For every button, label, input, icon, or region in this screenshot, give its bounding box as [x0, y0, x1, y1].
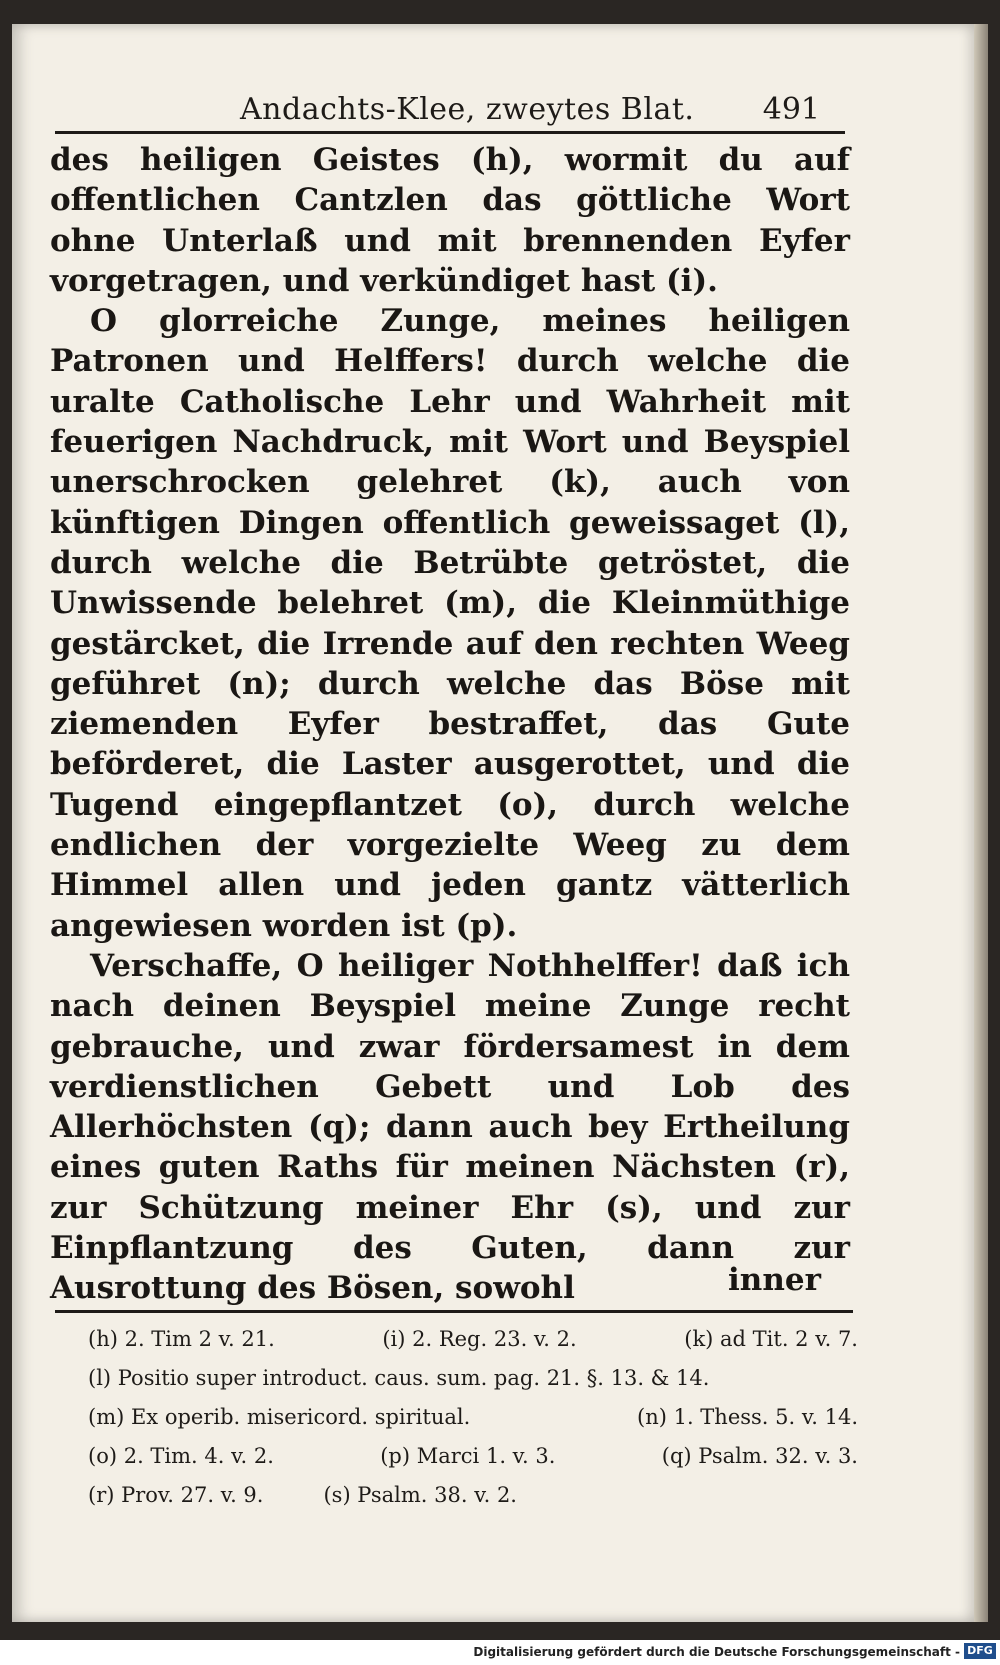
footnote-line: [88, 1437, 858, 1476]
funding-credit: Digitalisierung gefördert durch die Deutsche Forschungsgemeinschaft -: [473, 1645, 960, 1659]
paragraph: des heiligen Geistes (h), wormit du auf offentlichen Cantzlen das göttliche Wort ohne Unterlaß und mit brennenden Eyfer vorgetragen, und verkündiget hast (i).: [50, 142, 850, 299]
credit-bar: [0, 1640, 1000, 1665]
catchword: inner: [728, 1262, 821, 1298]
footnotes: [88, 1320, 858, 1515]
footnote-s: (s) Psalm. 38. v. 2.: [323, 1483, 517, 1507]
paragraph: Verschaffe, O heiliger Nothhelffer! daß ich nach deinen Beyspiel meine Zunge recht gebrauche, und zwar fördersamest in dem verdienstlichen Gebett und Lob des Allerhöchsten (q); dann auch bey Ertheilung eines guten Raths für meinen Nächsten (r), zur Schützung meiner Ehr (s), und zur Einpflantzung des Guten, dann zur Ausrottung des Bösen, sowohl: [50, 947, 850, 1307]
footnote-r: (r) Prov. 27. v. 9.: [88, 1483, 264, 1507]
footnote-i: (i) 2. Reg. 23. v. 2.: [382, 1327, 577, 1351]
footnote-h: (h) 2. Tim 2 v. 21.: [88, 1327, 275, 1351]
running-title: Andachts-Klee, zweytes Blat.: [240, 92, 695, 127]
dfg-logo: DFG: [964, 1643, 996, 1659]
footnote-line: [88, 1320, 858, 1359]
page-number: 491: [762, 92, 820, 127]
footnote-q: (q) Psalm. 32. v. 3.: [661, 1444, 858, 1468]
footnote-line: [88, 1398, 858, 1437]
header-rule: [55, 131, 845, 134]
footnote-m: (m) Ex operib. misericord. spiritual.: [88, 1405, 471, 1429]
footnote-l: (l) Positio super introduct. caus. sum. pag. 21. §. 13. & 14.: [88, 1366, 710, 1390]
footnote-o: (o) 2. Tim. 4. v. 2.: [88, 1444, 274, 1468]
footnote-n: (n) 1. Thess. 5. v. 14.: [637, 1405, 858, 1429]
paragraph: O glorreiche Zunge, meines heiligen Patronen und Helffers! durch welche die uralte Catholische Lehr und Wahrheit mit feuerigen Nachdruck, mit Wort und Beyspiel unerschrocken gelehret (k), auch von künftigen Dingen offentlich geweissaget (l), durch welche die Betrübte getröstet, die Unwissende belehret (m), die Kleinmüthige gestärcket, die Irrende auf den rechten Weeg geführet (n); durch welche das Böse mit ziemenden Eyfer bestraffet, das Gute beförderet, die Laster ausgerottet, und die Tugend eingepflantzet (o), durch welche endlichen der vorgezielte Weeg zu dem Himmel allen und jeden gantz vätterlich angewiesen worden ist (p).: [50, 303, 850, 944]
footnote-k: (k) ad Tit. 2 v. 7.: [684, 1327, 858, 1351]
page-edge: [974, 24, 988, 1622]
footnote-p: (p) Marci 1. v. 3.: [380, 1444, 556, 1468]
page-header: [90, 78, 850, 138]
body-text: [50, 140, 850, 1309]
footnote-line: [88, 1359, 858, 1398]
footnote-rule: [55, 1310, 853, 1313]
footnote-line: [88, 1476, 858, 1515]
